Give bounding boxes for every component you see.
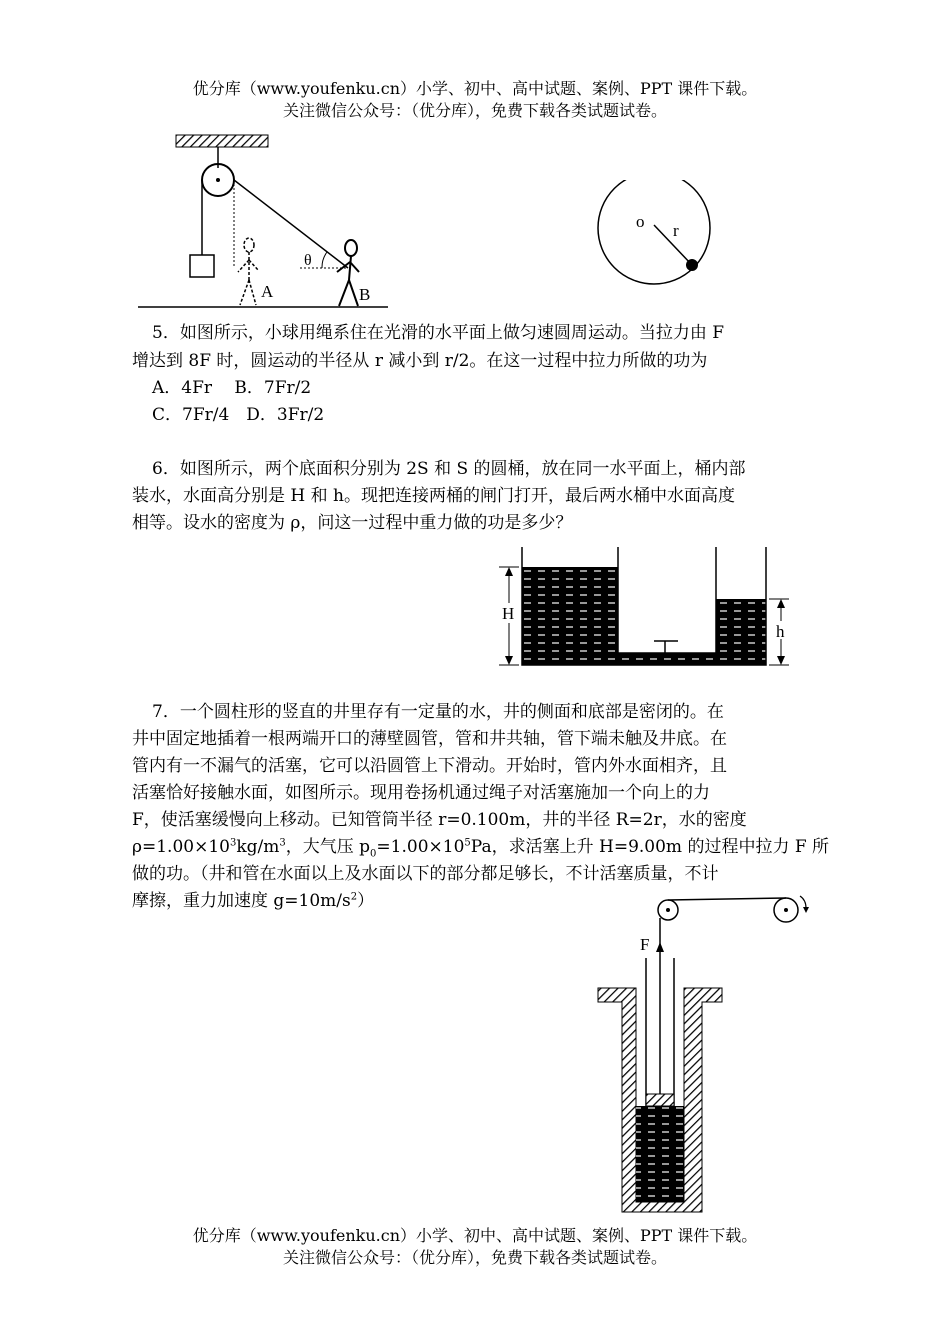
- connecting-pipe-water: [618, 653, 716, 665]
- label-a: A: [261, 282, 274, 301]
- q5-options-row-2: C．7Fr/4 D．3Fr/2: [152, 405, 325, 425]
- q5-line-2: 增达到 8F 时，圆运动的半径从 r 减小到 r/2。在这一过程中拉力所做的功为: [132, 351, 708, 371]
- label-theta: θ: [304, 252, 312, 269]
- person-a: [238, 238, 258, 305]
- q5-line-1: 5．如图所示，小球用绳系住在光滑的水平面上做匀速圆周运动。当拉力由 F: [152, 323, 725, 343]
- header-line-1: 优分库（www.youfenku.cn）小学、初中、高中试题、案例、PPT 课件下载。: [192, 79, 758, 98]
- label-F: F: [640, 935, 650, 954]
- pulley-figure: [130, 130, 400, 312]
- q7-line-4: 活塞恰好接触水面，如图所示。现用卷扬机通过绳子对活塞施加一个向上的力: [132, 783, 710, 803]
- footer-line-2: 关注微信公众号：（优分库），免费下载各类试题试卷。: [282, 1248, 667, 1267]
- label-b: B: [359, 285, 371, 304]
- ceiling: [176, 135, 268, 147]
- label-H: H: [502, 604, 515, 623]
- circle-figure: [594, 180, 714, 290]
- buckets-figure: [494, 543, 798, 673]
- person-b: [337, 240, 359, 306]
- footer-line-1: 优分库（www.youfenku.cn）小学、初中、高中试题、案例、PPT 课件下载。: [192, 1226, 758, 1245]
- q7-line-5: F，使活塞缓慢向上移动。已知管筒半径 r=0.100m，井的半径 R=2r，水的密度: [132, 810, 747, 830]
- q6-line-3: 相等。设水的密度为 ρ，问这一过程中重力做的功是多少？: [132, 513, 573, 533]
- q7-line-2: 井中固定地插着一根两端开口的薄壁圆管，管和井共轴，管下端未触及井底。在: [132, 729, 727, 749]
- bucket-left-water: [522, 567, 618, 665]
- q6-line-2: 装水，水面高分别是 H 和 h。现把连接两桶的闸门打开，最后两水桶中水面高度: [132, 486, 735, 506]
- q7-line-8: 摩擦，重力加速度 $g=10m/s^2$）: [132, 891, 375, 911]
- well-figure: [590, 888, 822, 1214]
- label-h: h: [776, 622, 785, 641]
- header-line-2: 关注微信公众号：（优分库），免费下载各类试题试卷。: [282, 101, 667, 120]
- q6-line-1: 6．如图所示，两个底面积分别为 2S 和 S 的圆桶，放在同一水平面上，桶内部: [152, 459, 746, 479]
- q7-line-6: $\rho=1.00\times 10^3kg/m^3$，大气压 $p_0=1.00\times 10^5Pa$，求活塞上升 H=9.00m 的过程中拉力 F 所: [132, 837, 830, 860]
- q5-options-row-1: A．4Fr B．7Fr/2: [152, 378, 312, 398]
- bucket-right-water: [716, 599, 766, 665]
- q7-line-3: 管内有一不漏气的活塞，它可以沿圆管上下滑动。开始时，管内外水面相齐，且: [132, 756, 727, 776]
- q7-line-7: 做的功。（井和管在水面以上及水面以下的部分都足够长，不计活塞质量，不计: [132, 864, 719, 884]
- q7-line-1: 7．一个圆柱形的竖直的井里存有一定量的水，井的侧面和底部是密闭的。在: [152, 702, 724, 722]
- ball: [686, 259, 698, 271]
- label-r: r: [673, 221, 679, 240]
- hanging-block: [190, 255, 214, 277]
- label-o: o: [636, 212, 645, 231]
- piston: [646, 1094, 674, 1106]
